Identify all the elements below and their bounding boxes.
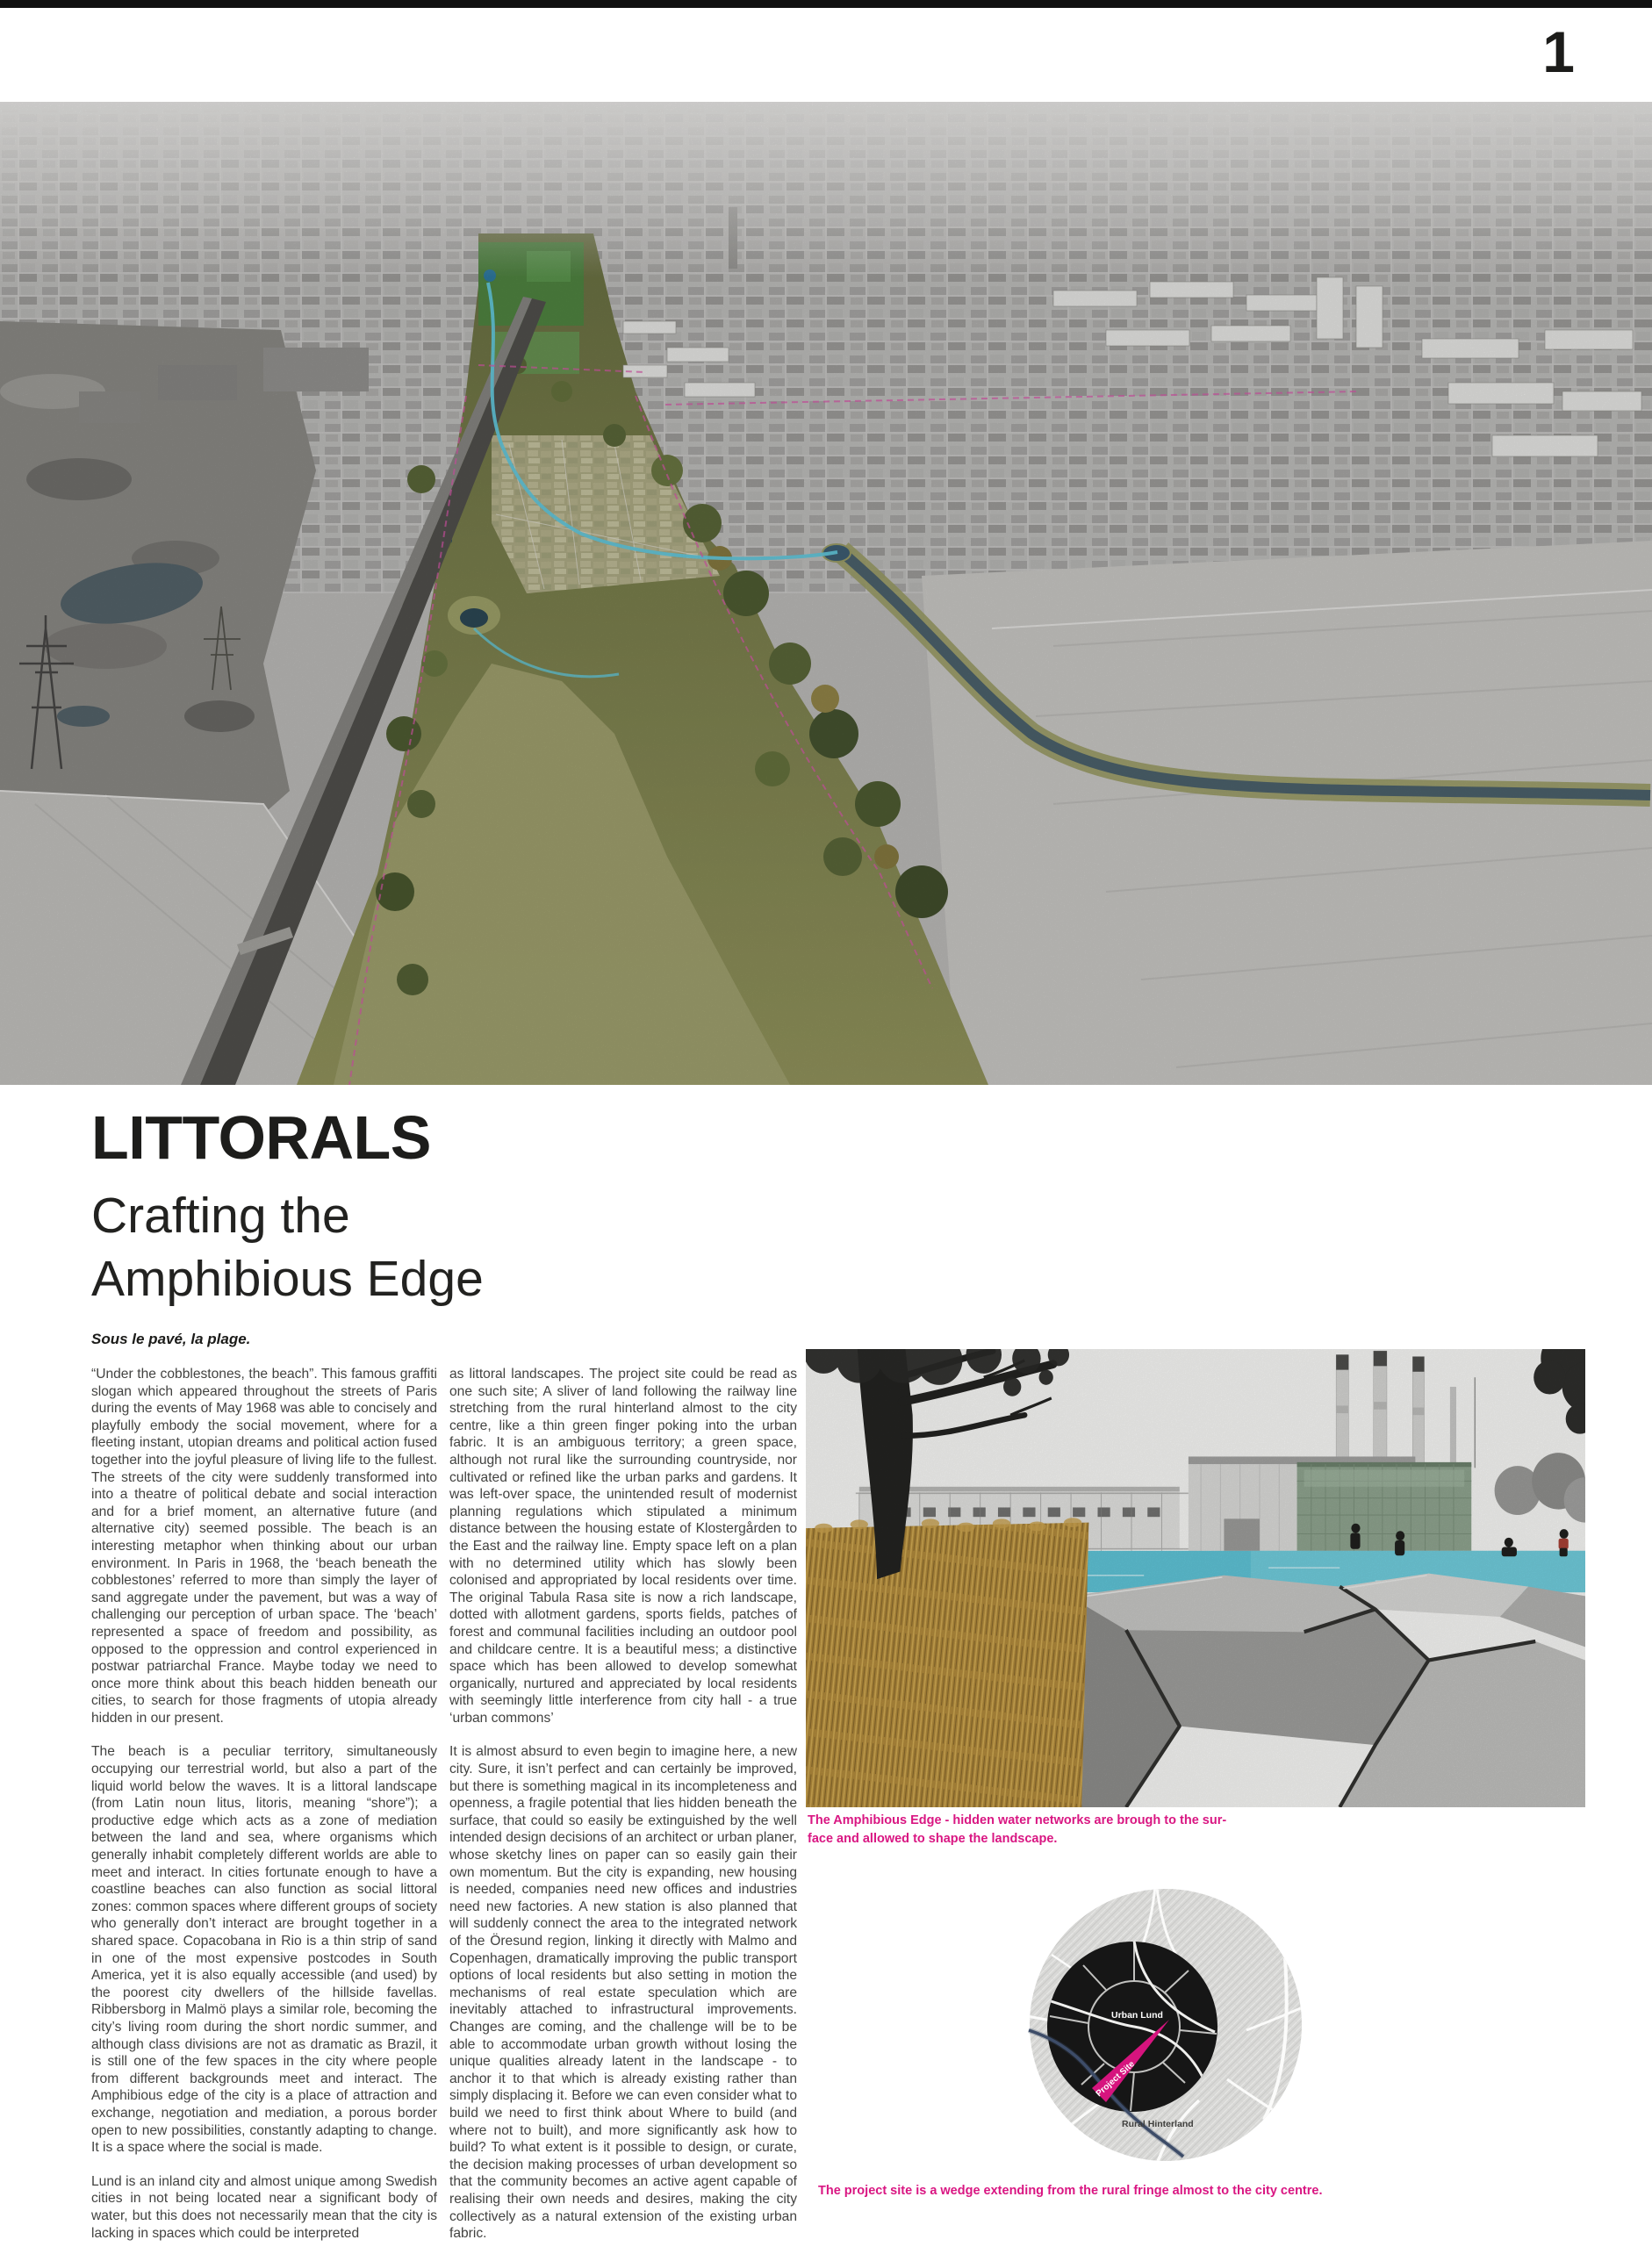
aerial-photo-illustration: [0, 102, 1652, 1085]
photo-caption-line-2: face and allowed to shape the landscape.: [808, 1832, 1058, 1846]
site-map: [1025, 1884, 1306, 2165]
body-paragraph: Lund is an inland city and almost unique among Swedish cities in not being located near a significant body of water, but this does not necessarily mean that the city is lacking in spaces which could be interpreted: [91, 2173, 437, 2241]
photo-caption-line-1: The Amphibious Edge - hidden water networks are brough to the sur-: [808, 1813, 1227, 1827]
photo-caption: [808, 1812, 1404, 1849]
photo-grain: [806, 1349, 1585, 1807]
edge-photo-illustration: [806, 1349, 1585, 1807]
photo-grain: [0, 102, 1652, 1085]
project-title: LITTORALS: [91, 1103, 431, 1172]
article-column-2: [449, 1366, 797, 2247]
amphibious-edge-photo: [806, 1349, 1585, 1807]
aerial-photo: [0, 102, 1652, 1085]
title-block: [91, 1104, 484, 1310]
site-map-illustration: [1025, 1884, 1306, 2165]
body-paragraph: “Under the cobblestones, the beach”. This famous graffiti slogan which appeared throughout the streets of Paris during the events of May 1968 was able to concisely and playfully embody the social movement, where for a fleeting instant, utopian dreams and political action fused together into the joyful pleasure of living life to the fullest. The streets of the city were suddenly transformed into into a theatre of political debate and social interaction and for a brief moment, an alternative future (and alternative city) seemed possible. The beach is an interesting metaphor when thinking about our urban environment. In Paris in 1968, the ‘beach beneath the cobblestones’ referred to more than simply the layer of sand aggregate under the pavement, but was a way of challenging our perception of urban space. The ‘beach’ represented a space of freedom and possibility, as opposed to the oppression and control experienced in postwar patriarchal France. Maybe today we need to once more think about this beach hidden beneath our cities, to search for those fragments of utopia already hidden in our present.: [91, 1367, 437, 1726]
subtitle-line-1: Crafting the: [91, 1188, 350, 1244]
map-label-urban-lund: Urban Lund: [1111, 2010, 1163, 2021]
article-column-1: [91, 1366, 437, 2247]
motto: Sous le pavé, la plage.: [91, 1331, 251, 1347]
subtitle-line-2: Amphibious Edge: [91, 1251, 484, 1307]
map-label-rural-hinterland: Rural Hinterland: [1122, 2119, 1194, 2129]
body-paragraph: The beach is a peculiar territory, simultaneously occupying our terrestrial world, but also a part of the liquid world below the waves. It is a littoral landscape (from Latin noun litus, litoris, meaning “shore”); a productive edge which acts as a zone of mediation between the land and sea, where organisms which generally inhabit completely different worlds are able to meet and interact. In cities fortunate enough to have a coastline beaches can also function as social littoral zones: common spaces where different groups of society who generally don’t interact are brought together in a shared space. Copacobana in Rio is a thin strip of sand in one of the most expensive postcodes in South America, yet it is also equally accessible (and used) by the poorest city dwellers of the hillside favellas. Ribbersborg in Malmö plays a similar role, becoming the city’s living room during the short nordic summer, and although class divisions are not as dramatic as Brazil, it is still one of the few spaces in the city where people from different backgrounds meet and interact. The Amphibious edge of the city is a place of attraction and exchange, negotiation and mediation, a porous border open to new possibilities, constantly adapting to change. It is a space where the social is made.: [91, 1744, 437, 2156]
body-paragraph: as littoral landscapes. The project site could be read as one such site; A sliver of land following the railway line stretching from the rural hinterland almost to the city centre, like a thin green finger poking into the urban fabric. It is an ambiguous territory; a green space, although not rural like the surrounding countryside, nor cultivated or refined like the urban parks and gardens. It was left-over space, the unintended result of modernist planning regulations which stipulated a minimum distance between the housing estate of Klostergården to the East and the railway line. Empty space left on a plan with no determined utility which has slowly been colonised and appropriated by local residents over time. The original Tabula Rasa site is now a rich landscape, dotted with allotment gardens, sports fields, patches of forest and communal facilities including an outdoor pool and childcare centre. It is a beautiful mess; a distinctive space which has been allowed to develop somewhat organically, nurtured and appreciated by local residents with seemingly little interference from city hall - a true ‘urban commons’: [449, 1367, 797, 1726]
project-subtitle: [91, 1184, 484, 1310]
page-number: 1: [1542, 19, 1575, 84]
body-paragraph: It is almost absurd to even begin to imagine here, a new city. Sure, it isn’t perfect and can certainly be improved, but there is something magical in its incompleteness and openness, a fragile potential that lies hidden beneath the surface, that could so easily be extinguished by the well intended design decisions of an architect or urban planer, whose sketchy lines on paper can so easily gain their own momentum. But the city is expanding, new housing is needed, companies need new offices and industries need new factories. A new station is also planned that will suddenly connect the area to the integrated network of the Öresund region, linking it directly with Malmo and Copenhagen, dramatically improving the public transport options of local residents but also setting in motion the mechanisms of real estate speculation which are inevitably attached to infrastructural improvements. Changes are coming, and the challenge will be to be able to accommodate urban growth without losing the unique qualities already latent in the landscape - to anchor it to that which is already existing rather than simply displacing it. Before we can even consider what to build we need to first think about Where to build (and where not to built), and more significantly ask how to build? To what extent is it possible to design, or curate, the decision making processes of urban development so that the community becomes an active agent capable of realising their own needs and desires, making the city collectively as a natural extension of the existing urban fabric.: [449, 1744, 797, 2242]
map-caption: The project site is a wedge extending from the rural fringe almost to the city centre.: [818, 2184, 1323, 2198]
map-label-project-site: Project Site: [1094, 2059, 1137, 2100]
top-rule: [0, 0, 1652, 8]
